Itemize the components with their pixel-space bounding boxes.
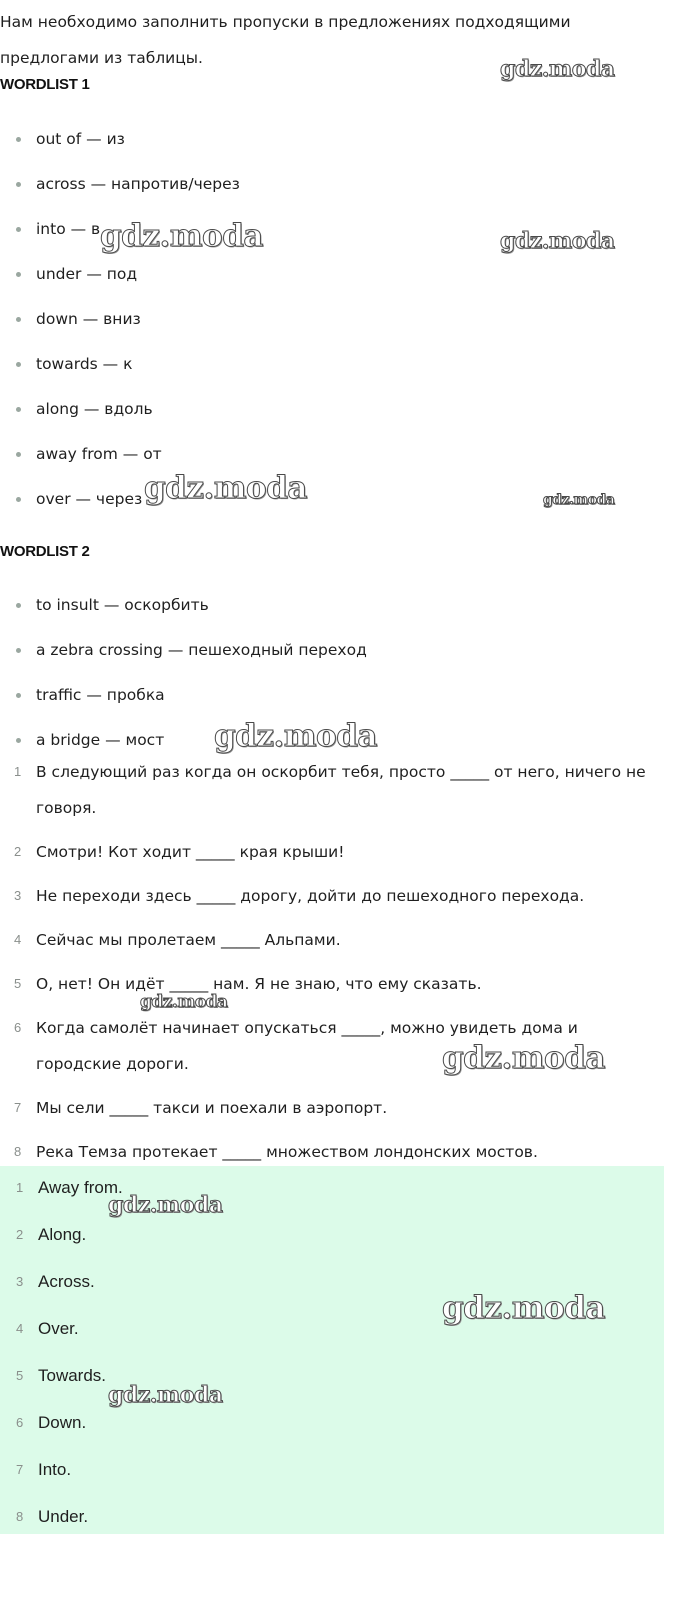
item-number: 6 — [14, 1020, 22, 1035]
list-item — [0, 590, 640, 635]
answer-text: Under. — [38, 1507, 89, 1526]
answer-text: Into. — [38, 1460, 72, 1479]
list-item-text: towards — к — [36, 355, 133, 373]
bullet-icon — [16, 452, 21, 457]
answer-text: Down. — [38, 1413, 87, 1432]
answer-item — [0, 1264, 664, 1311]
watermark: gdz.moda — [108, 1382, 223, 1408]
wordlist-2-heading: WORDLIST 2 — [0, 543, 90, 560]
exercise-item — [0, 922, 660, 958]
exercise-item — [0, 834, 660, 870]
watermark: gdz.moda — [144, 470, 307, 506]
bullet-icon — [16, 693, 21, 698]
list-item — [0, 635, 640, 680]
item-number: 3 — [14, 888, 22, 903]
intro-text: Нам необходимо заполнить пропуски в предложениях подходящими предлогами из таблицы. — [0, 13, 571, 67]
exercise-item — [0, 1090, 660, 1126]
bullet-icon — [16, 137, 21, 142]
item-number: 4 — [14, 932, 22, 947]
item-number: 5 — [16, 1368, 24, 1383]
exercise-item — [0, 966, 660, 1002]
list-item-text: a bridge — мост — [36, 731, 165, 749]
exercise-item — [0, 1010, 660, 1082]
bullet-icon — [16, 272, 21, 277]
exercise-text: В следующий раз когда он оскорбит тебя, просто _____ от него, ничего не говоря. — [36, 763, 646, 817]
exercise-text: Река Темза протекает _____ множеством лондонских мостов. — [36, 1143, 538, 1161]
watermark: gdz.moda — [140, 992, 228, 1012]
list-item — [0, 394, 640, 439]
list-item-text: to insult — оскорбить — [36, 596, 209, 614]
item-number: 1 — [14, 764, 22, 779]
list-item — [0, 304, 640, 349]
bullet-icon — [16, 182, 21, 187]
answer-item — [0, 1217, 664, 1264]
answer-text: Towards. — [38, 1366, 107, 1385]
list-item-text: out of — из — [36, 130, 125, 148]
bullet-icon — [16, 738, 21, 743]
item-number: 2 — [16, 1227, 24, 1242]
exercise-item — [0, 754, 660, 826]
answers-panel — [0, 1166, 664, 1534]
list-item — [0, 484, 640, 529]
list-item-text: into — в — [36, 220, 101, 238]
list-item — [0, 259, 640, 304]
answer-text: Across. — [38, 1272, 95, 1291]
wordlist-1-heading: WORDLIST 1 — [0, 76, 90, 93]
item-number: 7 — [14, 1100, 22, 1115]
watermark: gdz.moda — [100, 218, 263, 254]
list-item-text: along — вдоль — [36, 400, 153, 418]
list-item — [0, 439, 640, 484]
bullet-icon — [16, 362, 21, 367]
item-number: 5 — [14, 976, 22, 991]
exercise-item — [0, 878, 660, 914]
watermark: gdz.moda — [500, 56, 615, 82]
item-number: 7 — [16, 1462, 24, 1477]
item-number: 6 — [16, 1415, 24, 1430]
list-item-text: across — напротив/через — [36, 175, 240, 193]
answer-text: Over. — [38, 1319, 79, 1338]
exercise-text: Сейчас мы пролетаем _____ Альпами. — [36, 931, 341, 949]
exercise-item — [0, 1134, 660, 1170]
list-item-text: under — под — [36, 265, 138, 283]
exercise-text: Когда самолёт начинает опускаться _____, можно увидеть дома и городские дороги. — [36, 1019, 578, 1073]
item-number: 4 — [16, 1321, 24, 1336]
exercise-text: Мы сели _____ такси и поехали в аэропорт. — [36, 1099, 388, 1117]
exercise-text: Смотри! Кот ходит _____ края крыши! — [36, 843, 345, 861]
watermark: gdz.moda — [442, 1040, 605, 1076]
exercise-text: О, нет! Он идёт _____ нам. Я не знаю, что ему сказать. — [36, 975, 482, 993]
watermark: gdz.moda — [543, 492, 615, 508]
answer-text: Away from. — [38, 1178, 123, 1197]
item-number: 8 — [14, 1144, 22, 1159]
answer-text: Along. — [38, 1225, 87, 1244]
list-item-text: over — через — [36, 490, 143, 508]
watermark: gdz.moda — [442, 1290, 605, 1326]
bullet-icon — [16, 603, 21, 608]
answer-item — [0, 1405, 664, 1452]
watermark: gdz.moda — [500, 228, 615, 254]
list-item-text: away from — от — [36, 445, 162, 463]
bullet-icon — [16, 407, 21, 412]
item-number: 3 — [16, 1274, 24, 1289]
answer-item — [0, 1452, 664, 1499]
wordlist-1 — [0, 124, 640, 529]
exercise-list — [0, 754, 660, 1178]
list-item — [0, 349, 640, 394]
list-item — [0, 124, 640, 169]
item-number: 1 — [16, 1180, 24, 1195]
answer-item — [0, 1170, 664, 1217]
wordlist-2 — [0, 590, 640, 770]
answer-item — [0, 1311, 664, 1358]
list-item-text: traffic — пробка — [36, 686, 165, 704]
bullet-icon — [16, 227, 21, 232]
item-number: 2 — [14, 844, 22, 859]
item-number: 8 — [16, 1509, 24, 1524]
list-item — [0, 169, 640, 214]
list-item — [0, 214, 640, 259]
exercise-text: Не переходи здесь _____ дорогу, дойти до пешеходного перехода. — [36, 887, 585, 905]
answer-item — [0, 1358, 664, 1405]
watermark: gdz.moda — [108, 1192, 223, 1218]
bullet-icon — [16, 497, 21, 502]
list-item — [0, 680, 640, 725]
list-item-text: a zebra crossing — пешеходный переход — [36, 641, 367, 659]
bullet-icon — [16, 648, 21, 653]
bullet-icon — [16, 317, 21, 322]
watermark: gdz.moda — [214, 718, 377, 754]
list-item-text: down — вниз — [36, 310, 141, 328]
answer-item — [0, 1499, 664, 1546]
answers-list — [0, 1170, 664, 1546]
